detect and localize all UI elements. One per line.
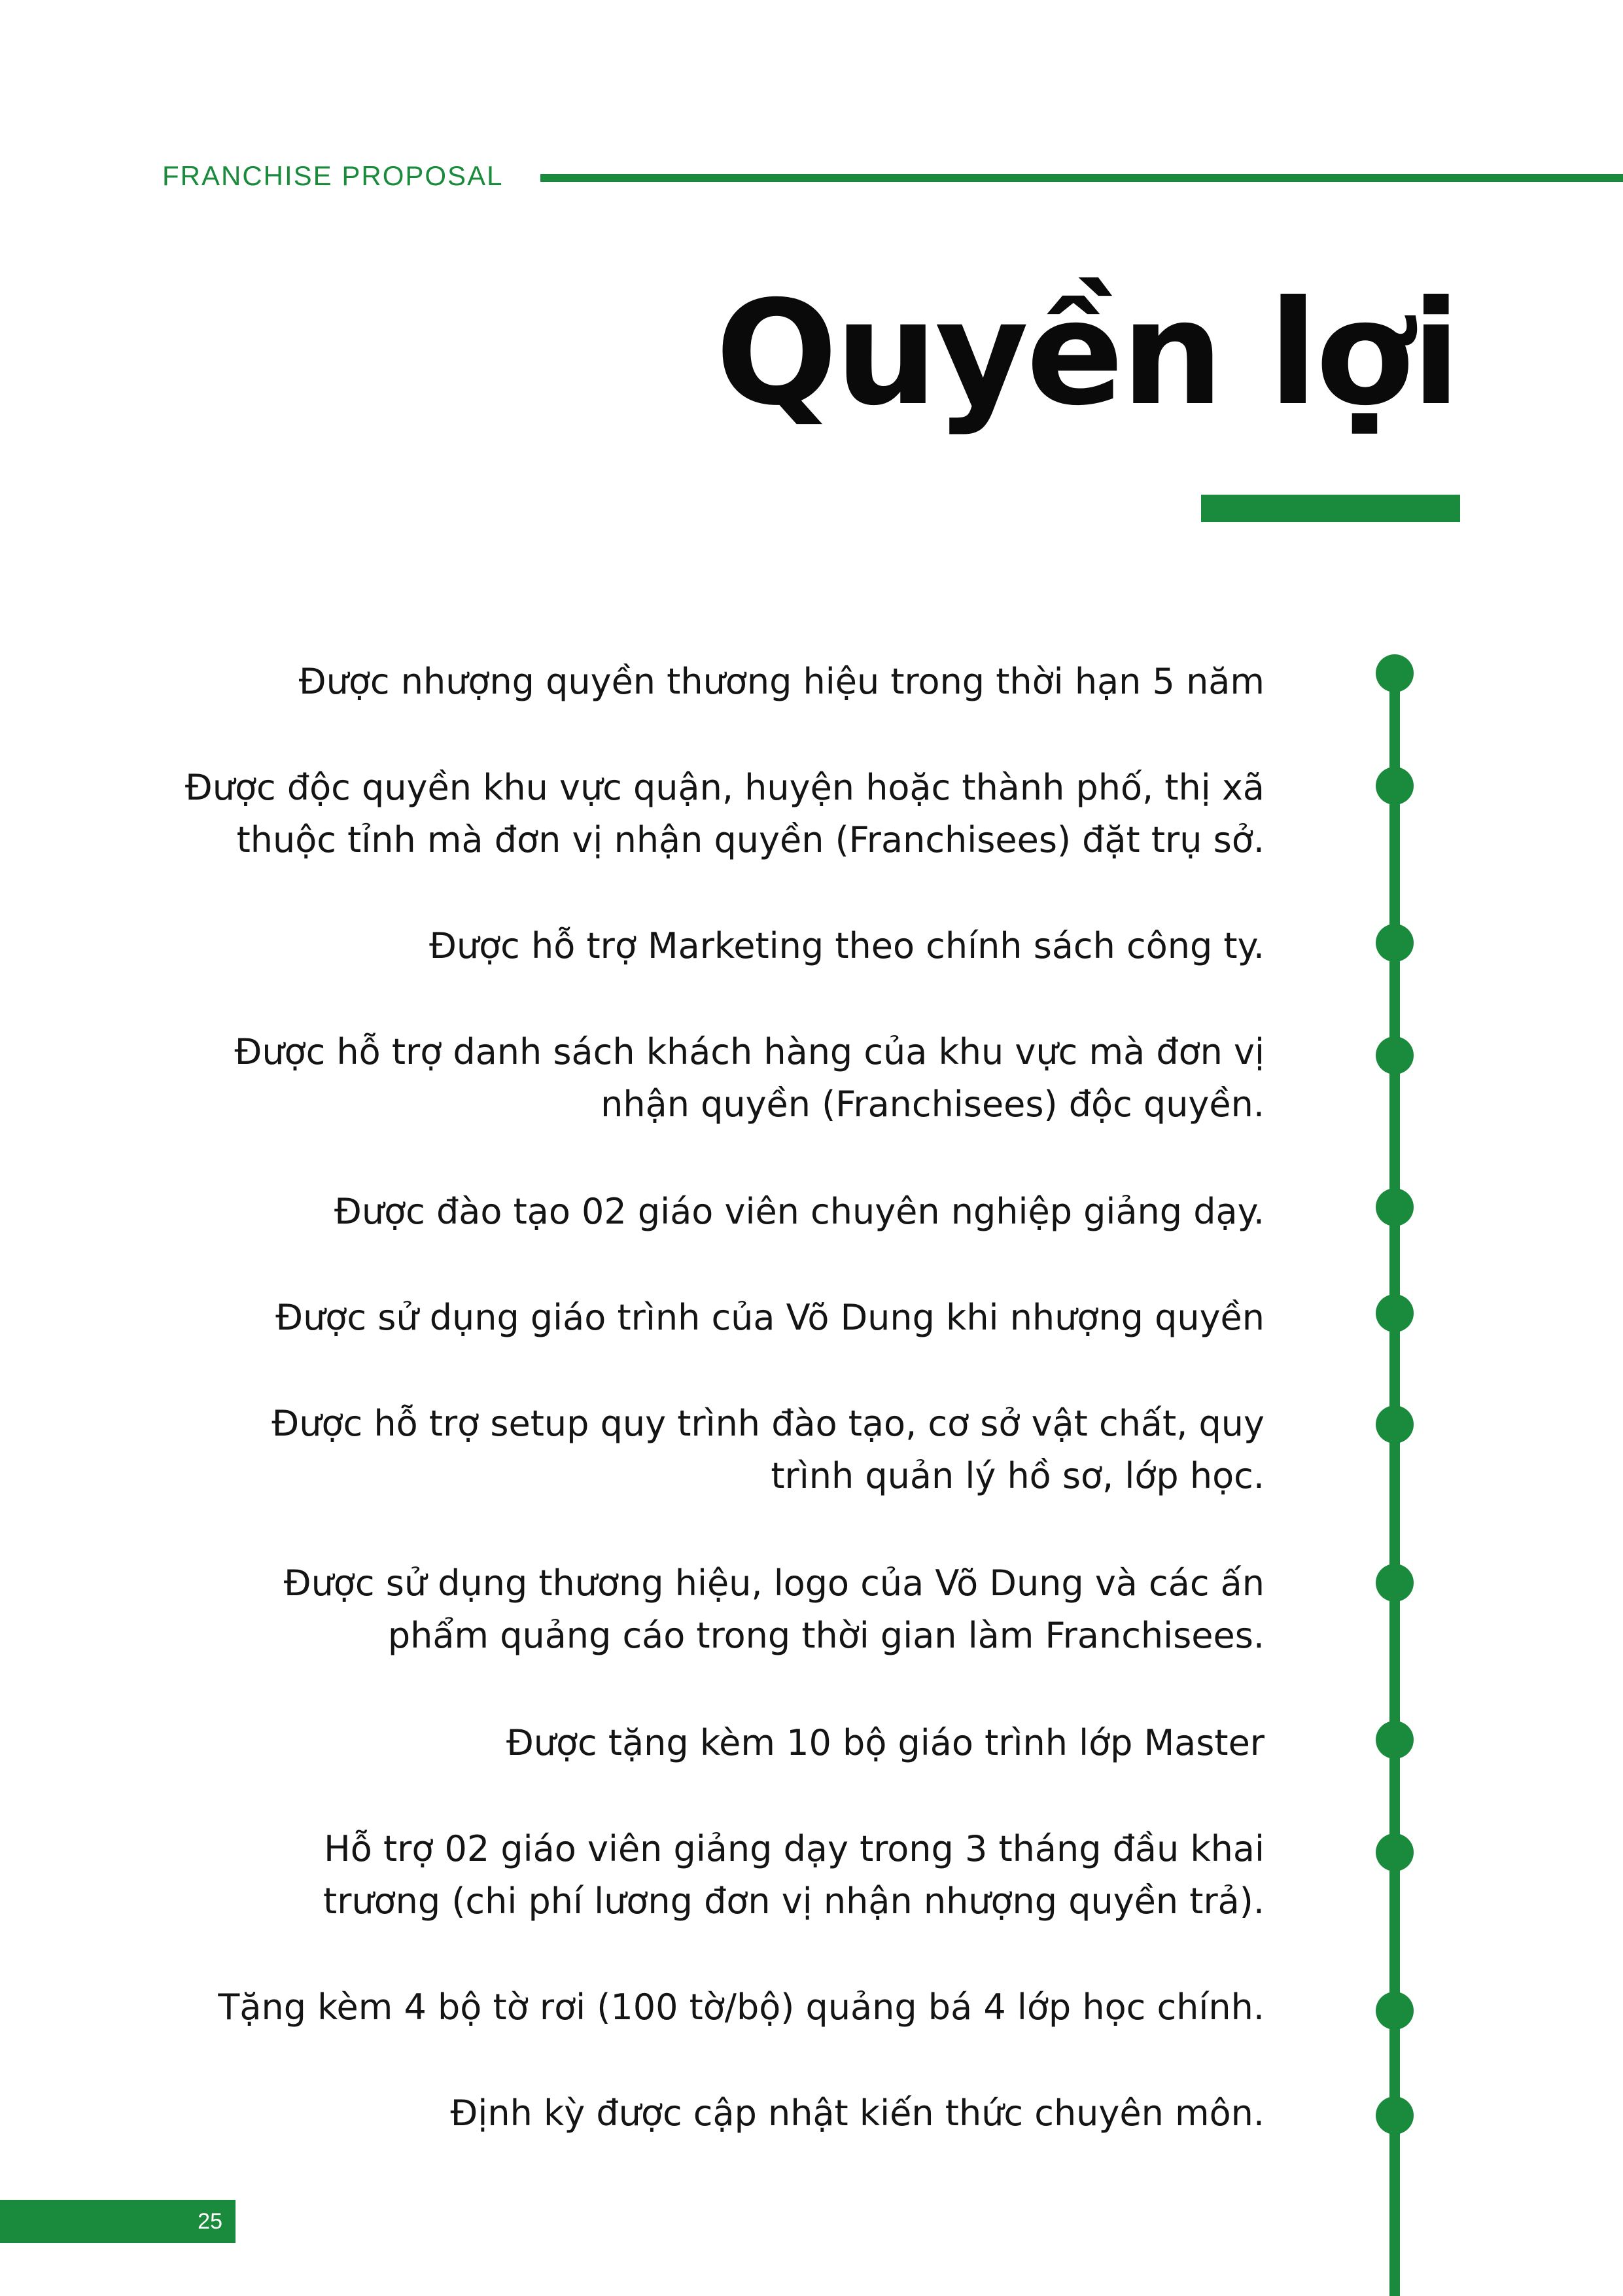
benefit-line: Được hỗ trợ danh sách khách hàng của khu vực mà đơn vị [234, 1031, 1265, 1072]
page-badge [0, 2200, 236, 2243]
benefit-line: Tặng kèm 4 bộ tờ rơi (100 tờ/bộ) quảng bá 4 lớp học chính. [218, 1987, 1265, 2028]
timeline-dot [1376, 1188, 1414, 1226]
benefit-item [87, 762, 1265, 866]
timeline-dot [1376, 1564, 1414, 1602]
benefit-line: Được đào tạo 02 giáo viên chuyên nghiệp giảng dạy. [334, 1191, 1265, 1232]
title-underline [1201, 495, 1460, 522]
benefit-line: trương (chi phí lương đơn vị nhận nhượng quyền trả). [323, 1881, 1265, 1922]
benefit-line: trình quản lý hồ sơ, lớp học. [771, 1455, 1265, 1496]
header-rule [540, 174, 1623, 182]
benefit-item [87, 1557, 1265, 1662]
benefit-line: Được sử dụng thương hiệu, logo của Võ Dung và các ấn [283, 1563, 1265, 1604]
benefit-line: Được nhượng quyền thương hiệu trong thời hạn 5 năm [298, 661, 1265, 702]
timeline-dot [1376, 1294, 1414, 1332]
benefit-item [87, 1026, 1265, 1131]
benefit-item [87, 1398, 1265, 1502]
benefit-line: Định kỳ được cập nhật kiến thức chuyên môn. [450, 2093, 1265, 2134]
timeline-line [1389, 670, 1400, 2296]
benefit-item [87, 1292, 1265, 1344]
benefit-line: thuộc tỉnh mà đơn vị nhận quyền (Franchisees) đặt trụ sở. [236, 819, 1265, 860]
timeline-dot [1376, 654, 1414, 692]
timeline-dot [1376, 1992, 1414, 2030]
benefit-item [87, 656, 1265, 708]
benefit-line: Được hỗ trợ setup quy trình đào tạo, cơ sở vật chất, quy [271, 1403, 1265, 1444]
timeline-dot [1376, 2096, 1414, 2134]
timeline-dot [1376, 1405, 1414, 1443]
benefit-item [87, 1717, 1265, 1769]
benefit-line: Được hỗ trợ Marketing theo chính sách công ty. [429, 925, 1265, 966]
benefit-item [87, 1823, 1265, 1928]
benefit-line: Được độc quyền khu vực quận, huyện hoặc thành phố, thị xã [184, 767, 1265, 808]
timeline-dot [1376, 767, 1414, 805]
benefit-item [87, 1981, 1265, 2034]
benefit-item [87, 2087, 1265, 2140]
benefit-line: nhận quyền (Franchisees) độc quyền. [601, 1084, 1265, 1125]
benefit-line: Được tặng kèm 10 bộ giáo trình lớp Master [506, 1722, 1265, 1763]
benefit-line: phẩm quảng cáo trong thời gian làm Franchisees. [387, 1615, 1265, 1656]
benefit-line: Được sử dụng giáo trình của Võ Dung khi nhượng quyền [275, 1297, 1265, 1338]
timeline-dot [1376, 1833, 1414, 1871]
benefit-line: Hỗ trợ 02 giáo viên giảng dạy trong 3 tháng đầu khai [324, 1828, 1265, 1869]
page-title: Quyền lợi [715, 270, 1458, 437]
page-number: 25 [198, 2209, 222, 2234]
timeline-dot [1376, 1036, 1414, 1074]
benefit-item [87, 1186, 1265, 1238]
timeline-dot [1376, 924, 1414, 962]
header-label: FRANCHISE PROPOSAL [162, 160, 504, 191]
benefit-item [87, 920, 1265, 972]
timeline-dot [1376, 1721, 1414, 1759]
